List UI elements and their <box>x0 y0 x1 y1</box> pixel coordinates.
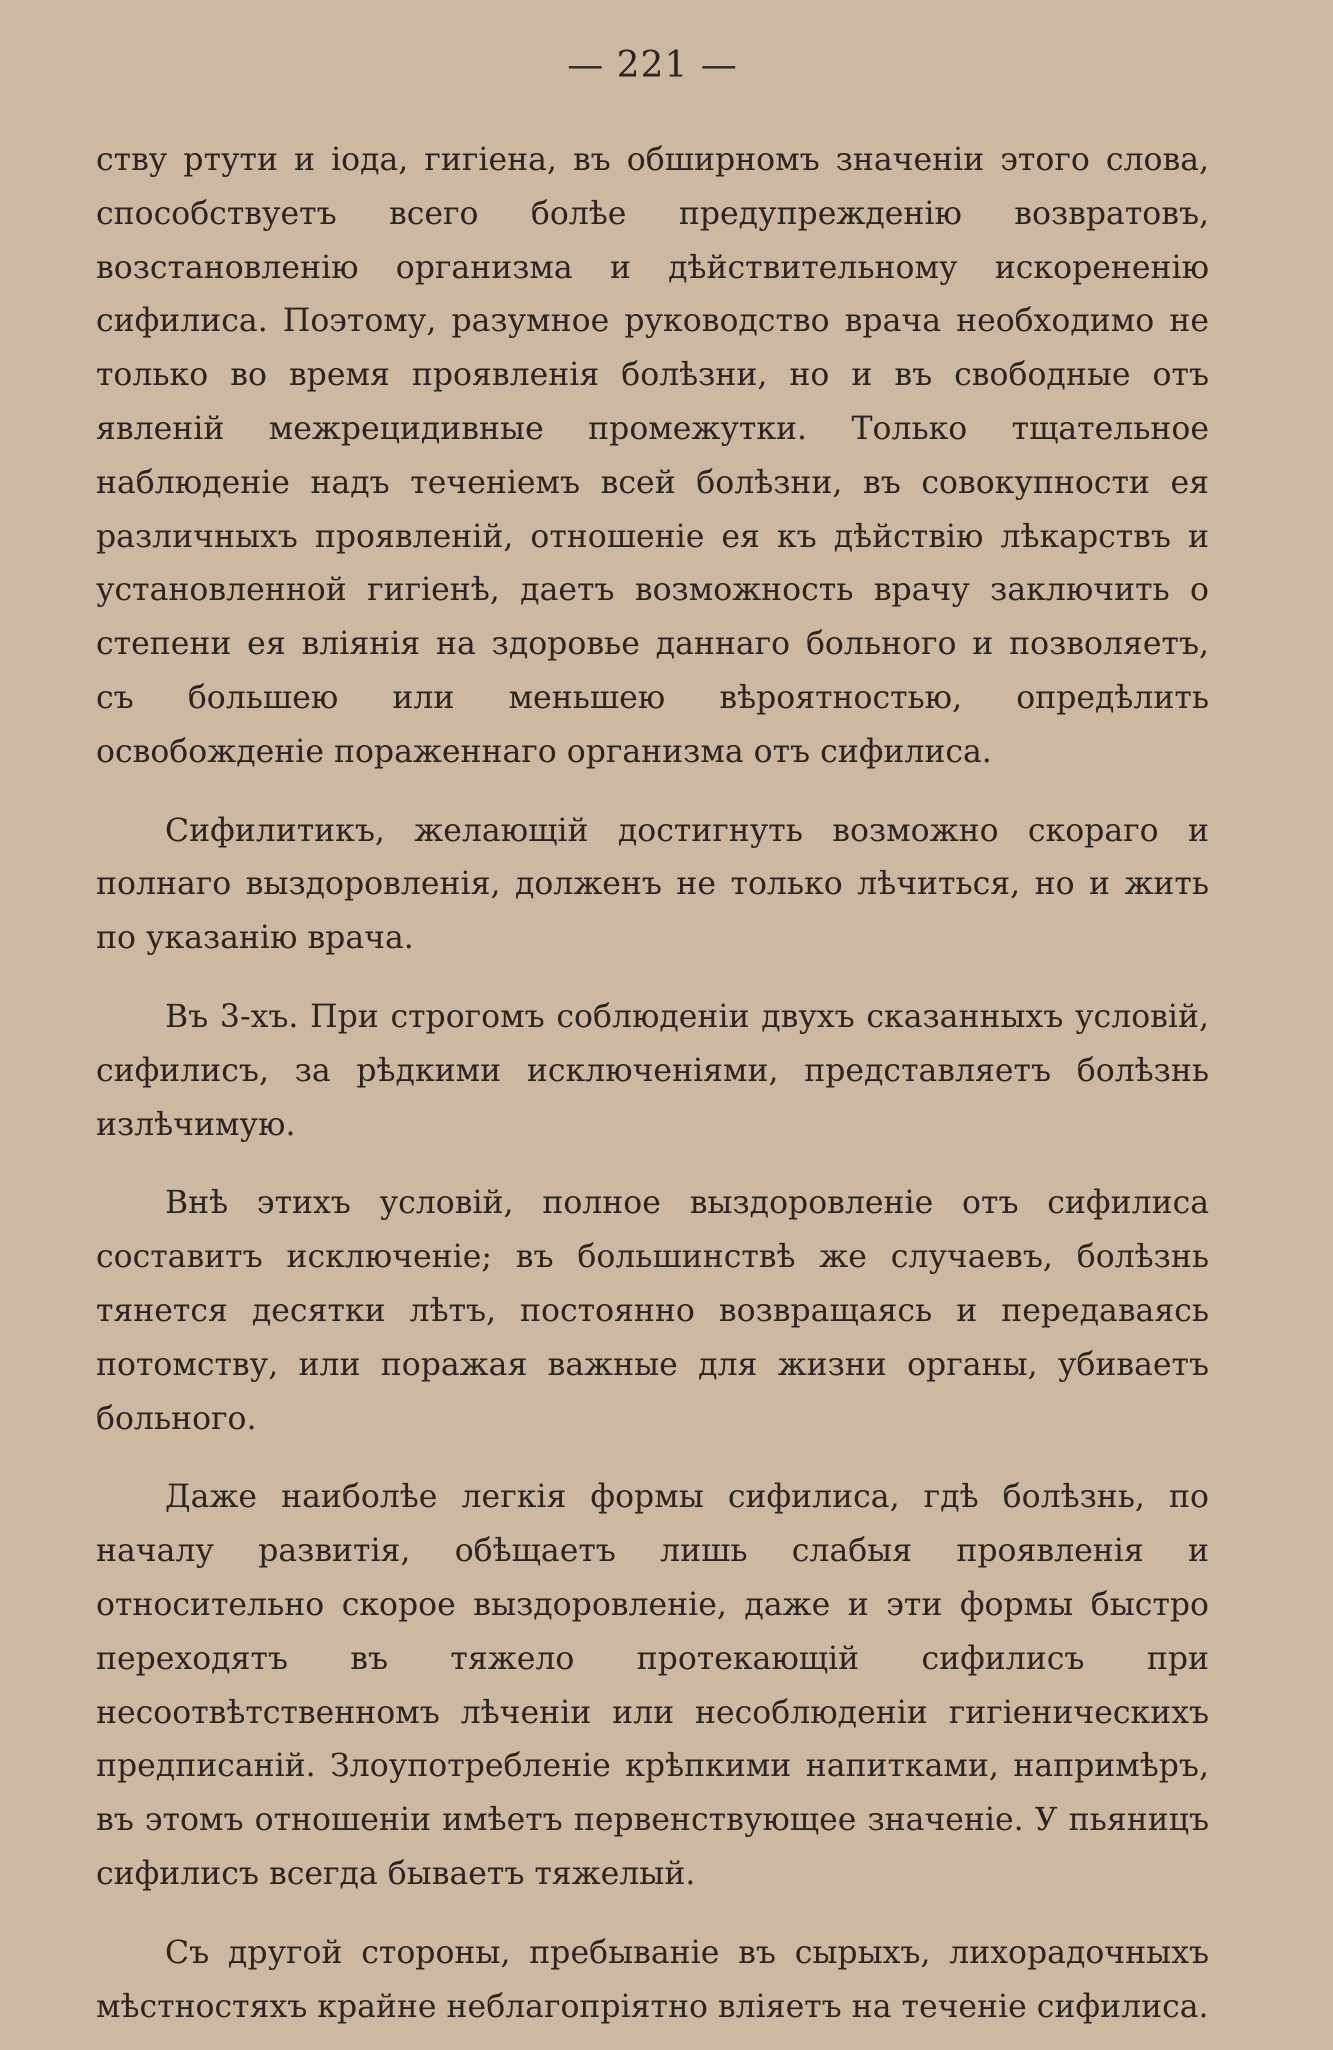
paragraph: Въ 3-хъ. При строгомъ соблюденіи двухъ сказанныхъ условій, сифилисъ, за рѣдкими исключеніями, представляетъ болѣзнь излѣчимую. <box>96 998 1209 1143</box>
paragraph: Внѣ этихъ условій, полное выздоровленіе отъ сифилиса составитъ исключеніе; въ большинствѣ же случаевъ, болѣзнь тянется десятки лѣтъ, постоянно возвращаясь и передаваясь потомству, или поражая важные для жизни органы, убиваетъ больного. <box>96 1185 1209 1437</box>
paragraph: Сифилитикъ, желающій достигнуть возможно скораго и полнаго выздоровленія, долженъ не только лѣчиться, но и жить по указанію врача. <box>96 812 1209 957</box>
paragraph: Съ другой стороны, пребываніе въ сырыхъ, лихорадочныхъ мѣстностяхъ крайне неблагопріятно вліяетъ на теченіе сифилиса. <box>96 1934 1209 2025</box>
paragraph-continuation: ству ртути и іода, гигіена, въ обширномъ значеніи этого слова, способствуетъ всего болѣе предупрежденію возвратовъ, возстановленію организма и дѣйствительному искорененію сифилиса. Поэтому, разумное руководство врача необходимо не только во время проявленія болѣзни, но и въ свободные отъ явленій межрецидивные промежутки. Только тщательное наблюденіе надъ теченіемъ всей болѣзни, въ совокупности ея различныхъ проявленій, отношеніе ея къ дѣйствію лѣкарствъ и установленной гигіенѣ, даетъ возможность врачу заключить о степени ея вліянія на здоровье даннаго больного и позволяетъ, съ большею или меньшею вѣроятностью, опредѣлить освобожденіе пораженнаго организма отъ сифилиса. <box>96 142 1209 770</box>
paragraph: Даже наиболѣе легкія формы сифилиса, гдѣ болѣзнь, по началу развитія, обѣщаетъ лишь слабыя проявленія и относительно скорое выздоровленіе, даже и эти формы быстро переходятъ въ тяжело протекающій сифилисъ при несоотвѣтственномъ лѣченіи или несоблюденіи гигіеническихъ предписаній. Злоупотребленіе крѣпкими напитками, напримѣръ, въ этомъ отношеніи имѣетъ первенствующее значеніе. У пьяницъ сифилисъ всегда бываетъ тяжелый. <box>96 1479 1209 1892</box>
page-number: — 221 — <box>567 45 738 86</box>
